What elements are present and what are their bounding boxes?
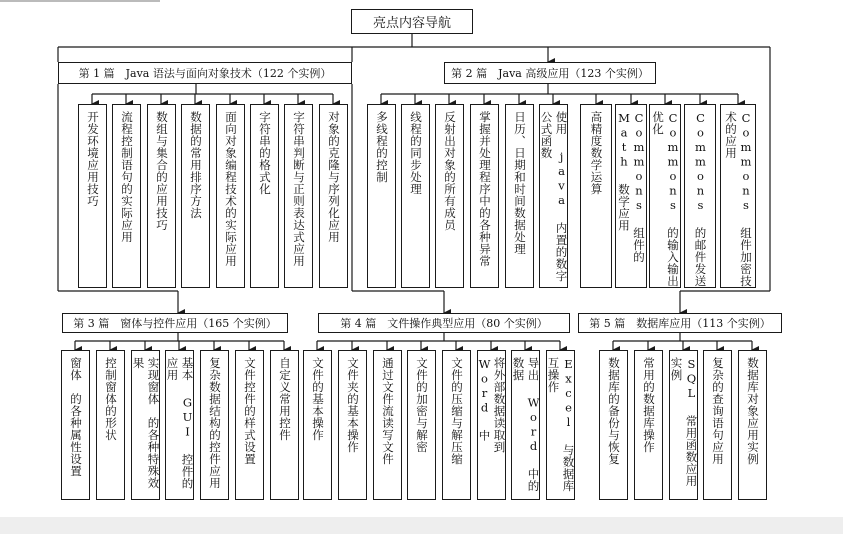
part-3-chapter — [235, 350, 264, 500]
part-4-chapter — [373, 350, 402, 500]
part-4-chapter — [442, 350, 471, 500]
chapter-label: 控制窗体的形状 — [104, 357, 118, 441]
part-3-header: 第 3 篇 窗体与控件应用（165 个实例） — [62, 313, 288, 333]
part-5-chapter — [599, 350, 628, 500]
chapter-label: 窗体 的各种属性设置 — [69, 357, 83, 477]
chapter-label: 数组与集合的应用技巧 — [155, 111, 169, 231]
part-2-chapter — [720, 104, 756, 288]
part-5-chapter — [738, 350, 767, 500]
part-4-chapter — [303, 350, 332, 500]
chapter-label: 文件夹的基本操作 — [346, 357, 360, 453]
part-3-chapter — [96, 350, 125, 500]
part-2-chapter — [649, 104, 681, 288]
chapter-label: 数据的常用排序方法 — [189, 111, 203, 219]
chapter-label: Excel 与数据库互操作 — [546, 357, 576, 492]
part-1-chapter — [319, 104, 348, 288]
chapter-label: 文件的加密与解密 — [415, 357, 429, 453]
part-1-header: 第 1 篇 Java 语法与面向对象技术（122 个实例） — [58, 62, 352, 84]
part-3-chapter — [200, 350, 229, 500]
chapter-label: 基本 GUI 控件的应用 — [165, 357, 195, 490]
part-5-chapter — [669, 350, 698, 500]
part-2-chapter — [580, 104, 612, 288]
part-2-chapter — [435, 104, 464, 288]
part-1-chapter — [284, 104, 313, 288]
part-1-chapter — [112, 104, 141, 288]
chapter-label: 流程控制语句的实际应用 — [120, 111, 134, 243]
part-2-chapter — [615, 104, 647, 288]
chapter-label: SQL 常用函数应用实例 — [669, 357, 699, 487]
part-3-chapter — [131, 350, 160, 500]
part-4-chapter — [338, 350, 367, 500]
chapter-label: 高精度数学运算 — [589, 111, 604, 195]
chapter-label: 通过文件流读写文件 — [381, 357, 395, 465]
part-1-chapter — [78, 104, 107, 288]
chapter-label: 对象的克隆与序列化应用 — [327, 111, 341, 243]
chapter-label: 掌握并处理程序中的各种异常 — [478, 111, 492, 267]
chapter-label: Commons 的邮件发送 — [693, 111, 708, 287]
chapter-label: 线程的同步处理 — [409, 111, 423, 195]
chapter-label: 自定义常用控件 — [278, 357, 292, 441]
root-node: 亮点内容导航 — [351, 9, 473, 34]
part-2-header: 第 2 篇 Java 高级应用（123 个实例） — [444, 62, 656, 84]
chapter-label: 字符串的格式化 — [258, 111, 272, 195]
part-1-chapter — [216, 104, 245, 288]
part-4-chapter — [511, 350, 540, 500]
part-2-chapter — [470, 104, 499, 288]
chapter-label: 常用的数据库操作 — [642, 357, 656, 453]
chapter-label: 字符串判断与正则表达式应用 — [292, 111, 306, 267]
part-2-chapter — [505, 104, 534, 288]
part-2-chapter — [401, 104, 430, 288]
chapter-label: 文件控件的样式设置 — [243, 357, 257, 465]
part-5-chapter — [634, 350, 663, 500]
part-1-chapter — [250, 104, 279, 288]
chapter-label: 日历、日期和时间数据处理 — [513, 111, 527, 255]
part-4-chapter — [477, 350, 506, 500]
part-4-header: 第 4 篇 文件操作典型应用（80 个实例） — [318, 313, 570, 333]
chapter-label: 将外部数据读取到 Word 中 — [477, 357, 507, 453]
chapter-label: 使用 java 内置的数字公式函数 — [539, 111, 569, 282]
chapter-label: 实现窗体 的各种特殊效果 — [131, 357, 161, 489]
chapter-label: Commons 组件加密技术的应用 — [724, 111, 753, 287]
chapter-label: 复杂数据结构的控件应用 — [208, 357, 222, 489]
part-5-header: 第 5 篇 数据库应用（113 个实例） — [578, 313, 782, 333]
part-2-chapter — [539, 104, 568, 288]
chapter-label: 多线程的控制 — [375, 111, 389, 183]
part-3-chapter — [61, 350, 90, 500]
part-1-chapter — [147, 104, 176, 288]
chapter-label: 文件的压缩与解压缩 — [450, 357, 464, 465]
bottom-edge-strip — [0, 517, 843, 534]
chapter-label: 数据库对象应用实例 — [746, 357, 760, 465]
chapter-label: 数据库的备份与恢复 — [607, 357, 621, 465]
part-3-chapter — [165, 350, 194, 500]
chapter-label: 复杂的查询语句应用 — [711, 357, 725, 465]
chapter-label: 开发环境应用技巧 — [86, 111, 100, 207]
part-4-chapter — [407, 350, 436, 500]
part-3-chapter — [270, 350, 299, 500]
chapter-label: Commons 组件的 Math 数学应用 — [617, 111, 646, 263]
chapter-label: 文件的基本操作 — [311, 357, 325, 441]
chapter-label: 反射出对象的所有成员 — [443, 111, 457, 231]
chapter-label: 导出 Word 中的数据 — [511, 357, 541, 492]
part-1-chapter — [181, 104, 210, 288]
chapter-label: 面向对象编程技术的实际应用 — [224, 111, 238, 267]
part-5-chapter — [703, 350, 732, 500]
part-4-chapter — [546, 350, 575, 500]
chapter-label: Commons 的输入输出优化 — [651, 111, 680, 287]
part-2-chapter — [367, 104, 396, 288]
part-2-chapter — [684, 104, 716, 288]
